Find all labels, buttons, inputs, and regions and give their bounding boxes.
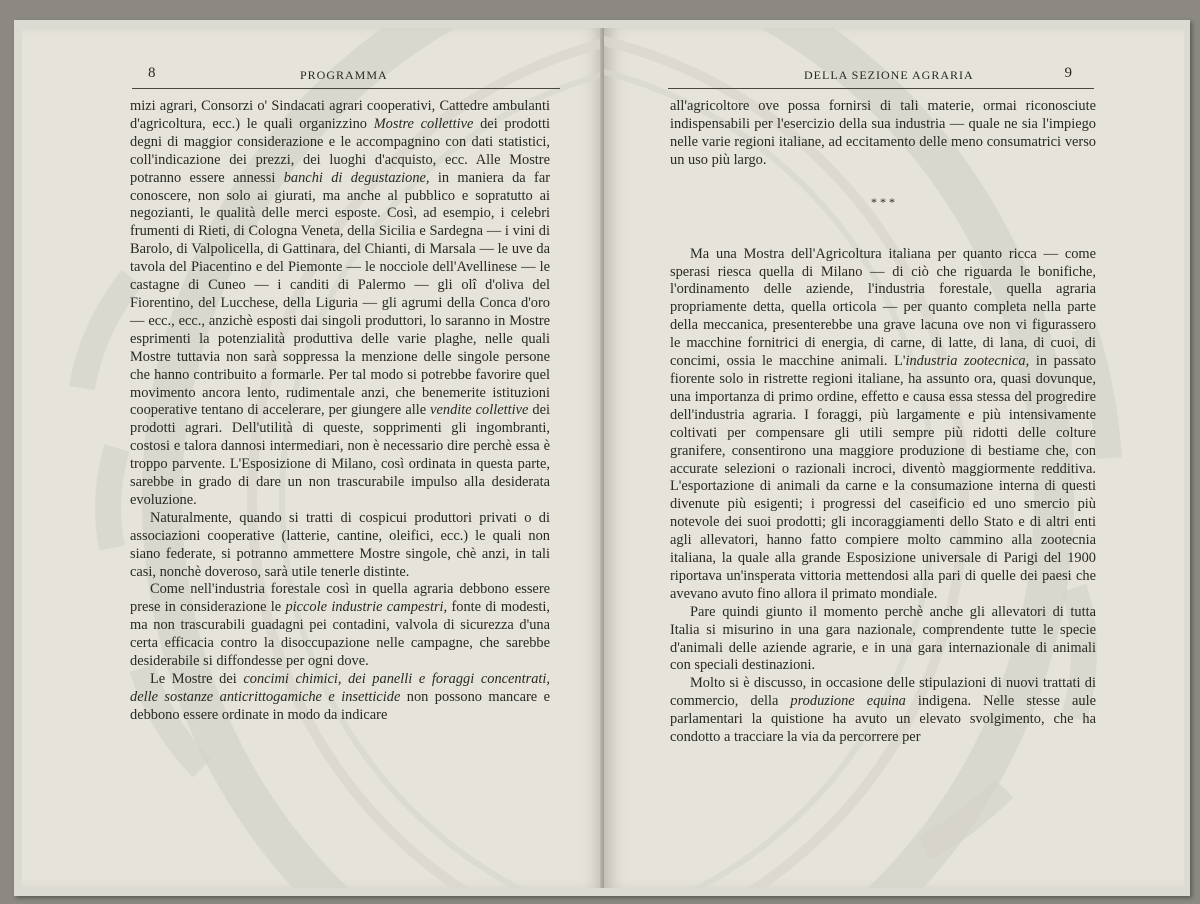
- text-run: Naturalmente, quando si tratti di cospicui produttori privati o di associazioni cooperative (latterie, cantine, oleifici, ecc.) le quali non siano federate, si potranno ammettere Mostre singole, chè anzi, in tali casi, nonchè doveroso, sarà utile tenerle distinte.: [130, 509, 550, 580]
- paragraph: [670, 604, 1096, 676]
- text-run: Come nell'industria forestale così in quella agraria debbono essere prese in considerazione le: [130, 581, 550, 616]
- right-text-after-divider: [670, 246, 1096, 747]
- text-run: dei prodotti agrari. Dell'utilità di queste, sopprimenti gli ingombranti, costosi e talora dannosi intermediari, non è necessario dire perchè essa è troppo parvente. L'Esposizione di Milano, così ordinata in questa parte, sarebbe in grado di dare un non trascurabile impulso alla desiderata evoluzione.: [130, 402, 550, 508]
- right-running-head: [804, 65, 1072, 88]
- paragraph: [130, 671, 550, 725]
- section-divider: * * *: [871, 194, 895, 209]
- text-run: in passato fiorente solo in ristrette regioni italiane, ha assunto ora, quasi dovunque, una importanza di primo ordine, effetto e causa essa stessa del progredire dell'industria agraria. I foraggi, più largamente e più intensivamente coltivati per compensare gli utili sempre più ridotti delle colture granifere, consentirono una maggiore produzione di bestiame che, con accurate selezioni o razionali incroci, diventò maggiormente redditiva. L'esportazione di animali da carne e la consumazione interna di questi divenute più esigenti; i progressi del caseificio ed uno smercio più notevole dei suoi prodotti; gli incoraggiamenti dello Stato e di altri enti agli allevatori, hanno fatto compiere molto cammino alla zootecnia italiana, la quale alla grande Esposizione universale di Parigi del 1900 riportava un'insperata vittoria mettendosi alla pari di quelle dei paesi che avevano avuto fino allora il primato mondiale.: [670, 353, 1096, 602]
- paragraph: [670, 246, 1096, 604]
- right-page-number: 9: [1064, 65, 1072, 81]
- text-run: Molto si è discusso, in occasione delle stipulazioni di nuovi trattati di commercio, della: [670, 675, 1096, 710]
- italic-phrase: piccole industrie campestri,: [285, 599, 448, 616]
- italic-phrase: produzione equina: [790, 693, 906, 710]
- italic-phrase: Mostre collettive: [373, 115, 474, 132]
- section-divider-asterism: [670, 170, 1096, 246]
- right-text-before-divider: [670, 98, 1096, 170]
- paragraph: [670, 675, 1096, 747]
- paragraph: [130, 581, 550, 671]
- text-run: in maniera da far conoscere, non solo ai giurati, ma anche al pubblico e sopratutto ai negozianti, le qualità delle merci esposte. Così, ad esempio, i celebri frumenti di Rieti, di Cologna Veneta, della Sicilia e Sardegna — i vini di Barolo, di Valpolicella, di Gattinara, del Chianti, di Marsala — le uve da tavola del Piacentino e del Piemonte — le nocciole dell'Avellinese — le castagne di Cuneo — i canditi di Palermo — gli olî d'oliva del Fiorentino, del Lucchese, della Liguria — gli agrumi della Conca d'oro — ecc., ecc., anzichè esposti dai singoli produttori, lo saranno in Mostre esprimenti la potenzialità produttiva delle varie plaghe, nelle quali Mostre tuttavia non sarà soppressa la menzione delle singole persone che hanno contribuito a formarle. Per tal modo si potrebbe favorire quel movimento ancora lento, rudimentale anzi, che benemerite istituzioni cooperative tentano di accelerare, per giungere alle: [130, 169, 550, 419]
- right-body-text: [670, 98, 1096, 747]
- left-header-rule: [132, 88, 560, 89]
- italic-phrase: concimi chimici, dei panelli e foraggi concentrati, delle sostanze anticrittogamiche e insetticide: [130, 671, 551, 705]
- right-header-rule: [668, 88, 1094, 89]
- text-run: Le Mostre dei: [150, 671, 244, 687]
- italic-phrase: vendite collettive: [430, 402, 529, 419]
- text-run: fonte di modesti, ma non trascurabili guadagni pei contadini, valvola di sicurezza d'una certa efficacia contro la disoccupazione nelle campagne, che sarebbe desiderabile si diffondesse per ogni dove.: [130, 599, 550, 670]
- paragraph: [670, 98, 1096, 170]
- text-run: Pare quindi giunto il momento perchè anche gli allevatori di tutta Italia si misurino in una gara nazionale, comprendente tutte le specie d'animali delle aziende agrarie, e in una gara internazionale di animali con speciali destinazioni.: [670, 603, 1096, 674]
- paragraph: [130, 510, 550, 582]
- right-running-title: DELLA SEZIONE AGRARIA: [804, 68, 974, 82]
- text-run: Ma una Mostra dell'Agricoltura italiana per quanto ricca — come sperasi riesca quella di Milano — di ciò che riguarda le bonifiche, l'ordinamento delle aziende, l'industria forestale, quella agraria propriamente detta, quella orticola — per quanto completa nella parte della meccanica, presenterebbe una grave lacuna ove non vi figurassero le macchine fornitrici di energia, di carne, di latte, di lana, di cuoi, di concimi, ossia le macchine animali. L': [670, 245, 1096, 370]
- paragraph: [130, 98, 550, 510]
- left-running-title: PROGRAMMA: [300, 68, 388, 82]
- text-run: mizi agrari, Consorzi o' Sindacati agrari cooperativi, Cattedre ambulanti d'agricoltura, ecc.) le quali organizzino: [130, 98, 550, 132]
- text-run: all'agricoltore ove possa fornirsi di tali materie, ormai riconosciute indispensabili per l'esercizio della sua industria — quale ne sia l'impiego nelle varie regioni italiane, ad eccitamento delle meno consumatrici verso un uso più largo.: [670, 98, 1096, 168]
- left-page: [22, 28, 604, 888]
- italic-phrase: banchi di degustazione,: [283, 169, 430, 186]
- left-body-text: [130, 98, 550, 725]
- text-run: indigena. Nelle stesse aule parlamentari la quistione ha avuto un elevato svolgimento, che ha condotto a tracciare la via da percorrere per: [670, 693, 1096, 746]
- text-run: dei prodotti degni di maggior considerazione e le accompagnino con dati statistici, coll'indicazione dei prezzi, dei luoghi d'acquisto, ecc. Alle Mostre potranno essere annessi: [130, 115, 550, 186]
- right-page: [604, 28, 1184, 888]
- italic-phrase: industria zootecnica,: [905, 353, 1030, 370]
- left-running-head: [148, 65, 544, 88]
- text-run: non possono mancare e debbono essere ordinate in modo da indicare: [130, 688, 550, 723]
- left-page-number: 8: [148, 65, 156, 81]
